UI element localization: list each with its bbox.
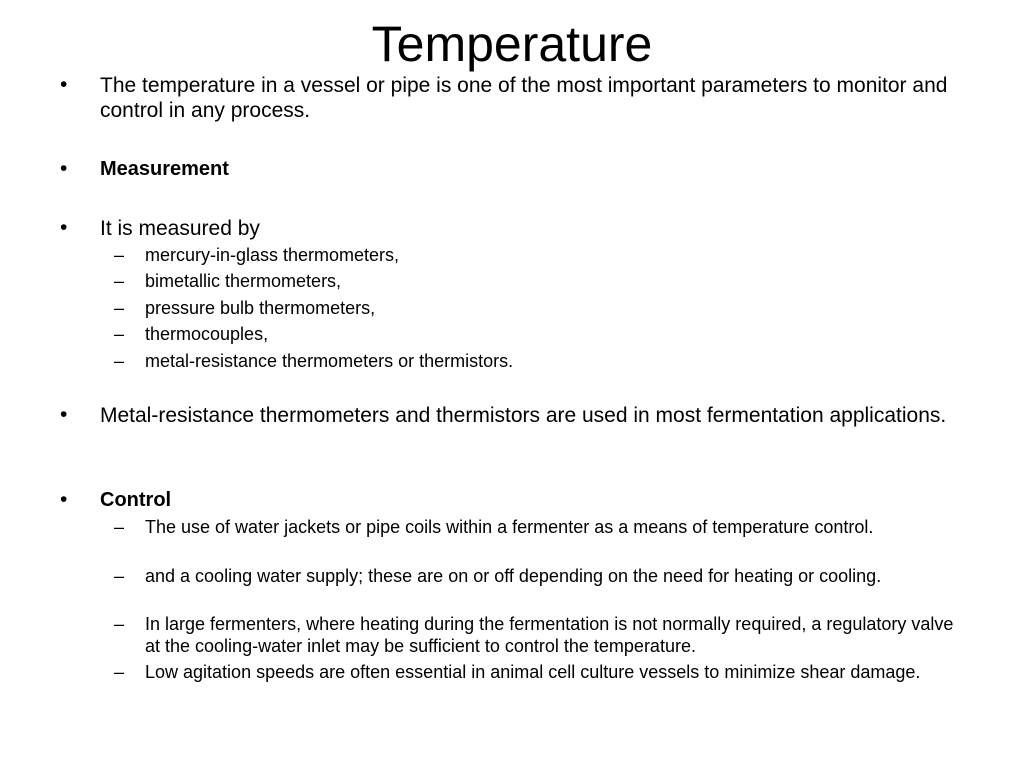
sub-item: The use of water jackets or pipe coils within a fermenter as a means of temperature control.	[145, 517, 874, 537]
sub-item: thermocouples,	[145, 324, 269, 344]
dash-marker: –	[114, 566, 125, 586]
sub-item: Low agitation speeds are often essential in animal cell culture vessels to minimize shear damage.	[145, 662, 921, 682]
bullet-marker: •	[60, 488, 68, 511]
dash-marker: –	[114, 271, 125, 291]
bullet-marker: •	[60, 157, 68, 180]
bullet-text-applications: Metal-resistance thermometers and thermistors are used in most fermentation applications.	[100, 404, 947, 427]
bullet-marker: •	[60, 73, 68, 96]
bullet-heading-control: Control	[100, 489, 172, 511]
dash-marker: –	[114, 517, 125, 537]
sub-item: In large fermenters, where heating during the fermentation is not normally required, a regulatory valve at the cooling-water inlet may be sufficient to control the temperature.	[145, 614, 954, 656]
sub-item: mercury-in-glass thermometers,	[145, 245, 400, 265]
bullet-text-intro: The temperature in a vessel or pipe is one of the most important parameters to monitor and control in any process.	[100, 74, 948, 122]
bullet-marker: •	[60, 403, 68, 426]
bullet-heading-measurement: Measurement	[100, 158, 229, 180]
dash-marker: –	[114, 662, 125, 682]
dash-marker: –	[114, 298, 125, 318]
dash-marker: –	[114, 351, 125, 371]
bullet-marker: •	[60, 216, 68, 239]
dash-marker: –	[114, 324, 125, 344]
slide-title: Temperature	[371, 16, 653, 72]
sub-item: metal-resistance thermometers or thermistors.	[145, 351, 514, 371]
sub-item: bimetallic thermometers,	[145, 271, 342, 291]
dash-marker: –	[114, 245, 125, 265]
bullet-text-measured-by: It is measured by	[100, 217, 260, 240]
dash-marker: –	[114, 614, 125, 634]
sub-item: pressure bulb thermometers,	[145, 298, 376, 318]
sub-item: and a cooling water supply; these are on or off depending on the need for heating or cooling.	[145, 566, 882, 586]
